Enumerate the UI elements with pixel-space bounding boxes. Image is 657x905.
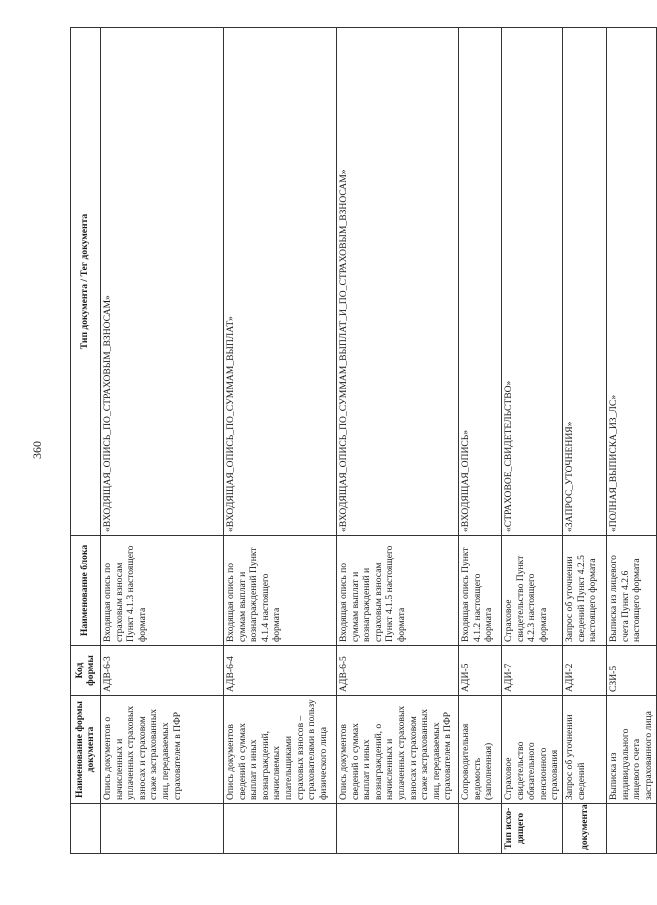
- group-cell-empty: [337, 804, 459, 854]
- form-code-cell: АДВ-6-3: [101, 646, 224, 696]
- block-name-cell: Страховое свидетельство Пункт 4.2.3 настоящего формата: [502, 536, 563, 646]
- document-types-table: [70, 27, 657, 854]
- block-name-cell: Выписка из лицевого счета Пункт 4.2.6 настоящего формата: [606, 536, 656, 646]
- table-row: [337, 28, 459, 854]
- header-block-name: Наименование блока: [71, 536, 101, 646]
- group-cell-empty: [606, 804, 656, 854]
- block-name-cell: Входящая опись Пункт 4.1.2 настоящего формата: [459, 536, 502, 646]
- table-header-row: [71, 28, 101, 854]
- group-cell-empty: [459, 804, 502, 854]
- doc-type-cell: «ВХОДЯЩАЯ_ОПИСЬ_ПО_СУММАМ_ВЫПЛАТ_И_ПО_СТРАХОВЫМ_ВЗНОСАМ»: [337, 28, 459, 536]
- form-code-cell: СЗИ-5: [606, 646, 656, 696]
- form-name-cell: Сопроводительная ведомость (заполненная): [459, 696, 502, 804]
- block-name-cell: Входящая опись по суммам выплат и вознаграждений Пункт 4.1.4 настоящего формата: [224, 536, 337, 646]
- document-table-rotated: [70, 28, 654, 854]
- doc-type-cell: «ЗАПРОС_УТОЧНЕНИЯ»: [562, 28, 606, 536]
- block-name-cell: Входящая опись по страховым взносам Пункт 4.1.3 настоящего формата: [101, 536, 224, 646]
- group-cell-empty: [224, 804, 337, 854]
- form-name-cell: Выписка из индивидуального лицевого счета застрахованного лица: [606, 696, 656, 804]
- doc-type-cell: «ВХОДЯЩАЯ_ОПИСЬ_ПО_СТРАХОВЫМ_ВЗНОСАМ»: [101, 28, 224, 536]
- form-code-cell: АДИ-2: [562, 646, 606, 696]
- table-row: [606, 28, 656, 854]
- group-cell-empty: [101, 804, 224, 854]
- form-code-cell: АДИ-7: [502, 646, 563, 696]
- header-group: [71, 804, 101, 854]
- header-form-name: Наименование формы документа: [71, 696, 101, 804]
- page-number: 360: [30, 441, 44, 459]
- form-code-cell: АДВ-6-5: [337, 646, 459, 696]
- form-name-cell: Запрос об уточнении сведений: [562, 696, 606, 804]
- table-row: [224, 28, 337, 854]
- header-doc-type: Тип документа / Тег документа: [71, 28, 101, 536]
- table-row: [502, 28, 563, 854]
- form-name-cell: Страховое свидетельство обязательного пенсионного страхования: [502, 696, 563, 804]
- header-form-code: Код формы: [71, 646, 101, 696]
- form-name-cell: Опись документов сведений о суммах выплат и иных вознаграждений, начисляемых плательщиками страховых взносов – страхователями в пользу физического лица: [224, 696, 337, 804]
- form-code-cell: АДИ-5: [459, 646, 502, 696]
- table-row: [562, 28, 606, 854]
- form-name-cell: Опись документов сведений о суммах выплат и иных вознаграждений, о начисленных и уплаченных страховых взносах и страховом стаже застрахованных лиц, передаваемых страхователем в ПФР: [337, 696, 459, 804]
- form-name-cell: Опись документов о начисленных и уплаченных страховых взносах и страховом стаже застрахованных лиц, передаваемых страхователем в ПФР: [101, 696, 224, 804]
- doc-type-cell: «СТРАХОВОЕ_СВИДЕТЕЛЬСТВО»: [502, 28, 563, 536]
- doc-type-cell: «ПОЛНАЯ_ВЫПИСКА_ИЗ_ЛС»: [606, 28, 656, 536]
- table-row: [101, 28, 224, 854]
- block-name-cell: Запрос об уточнении сведений Пункт 4.2.5 настоящего формата: [562, 536, 606, 646]
- doc-type-cell: «ВХОДЯЩАЯ_ОПИСЬ»: [459, 28, 502, 536]
- block-name-cell: Входящая опись по суммам выплат и вознаграждений и страховым взносам Пункт 4.1.5 настоящего формата: [337, 536, 459, 646]
- group-label-part2: документа: [562, 804, 606, 854]
- doc-type-cell: «ВХОДЯЩАЯ_ОПИСЬ_ПО_СУММАМ_ВЫПЛАТ»: [224, 28, 337, 536]
- form-code-cell: АДВ-6-4: [224, 646, 337, 696]
- group-label-part1: Тип исхо-дящего: [502, 804, 563, 854]
- table-row: [459, 28, 502, 854]
